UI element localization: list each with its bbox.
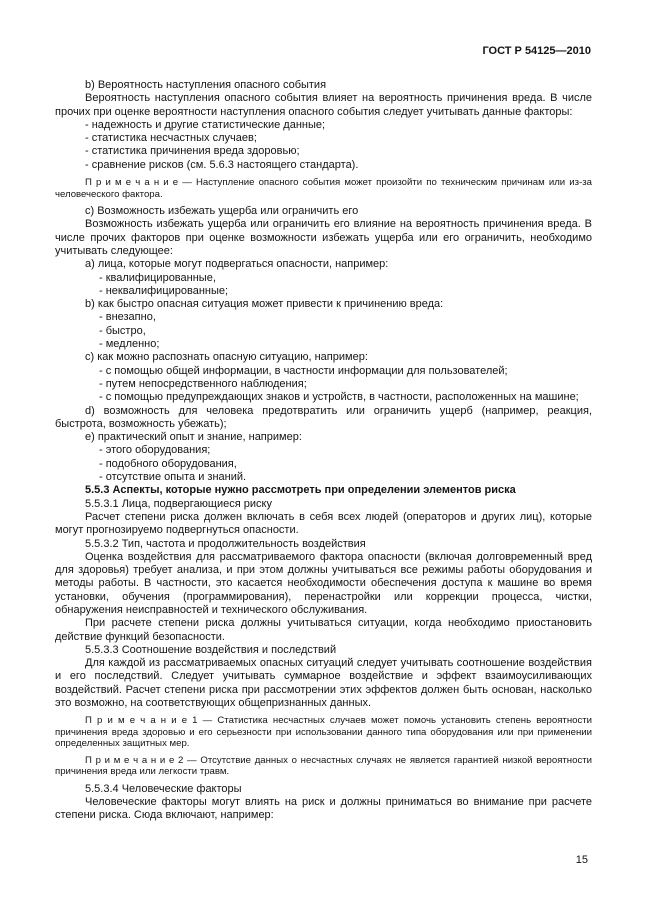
paragraph: 5.5.3.1 Лица, подвергающиеся риску <box>85 497 272 510</box>
list-item: - надежность и другие статистические данные; <box>85 118 326 131</box>
list-item: - статистика причинения вреда здоровью; <box>85 145 300 158</box>
paragraph: Расчет степени риска должен включать в себя всех людей (операторов и других лиц), которые могут прогнозируемо подвергнуться опасности. <box>55 510 592 537</box>
list-item: - квалифицированные, <box>99 271 216 284</box>
paragraph: 5.5.3.2 Тип, частота и продолжительность воздействия <box>85 537 366 550</box>
list-item: - подобного оборудования, <box>99 457 237 470</box>
paragraph: a) лица, которые могут подвергаться опасности, например: <box>85 258 389 271</box>
paragraph: Оценка воздействия для рассматриваемого фактора опасности (включая долговременный вред для здоровья) требует анализа, и при этом должны учитываться все режимы работы оборудования и методы работы. В частности, это касается необходимости обеспечения доступа к машине во время установки, обучения (программирования), перенастройки или коррекции процесса, чистки, обнаружения неисправностей и технического обслуживания. <box>55 550 592 616</box>
paragraph: 5.5.3.4 Человеческие факторы <box>85 782 242 795</box>
paragraph: c) как можно распознать опасную ситуацию, например: <box>85 351 368 364</box>
list-item: - неквалифицированные; <box>99 284 229 297</box>
paragraph: e) практический опыт и знание, например: <box>85 431 302 444</box>
paragraph: Человеческие факторы могут влиять на риск и должны приниматься во внимание при расчете степени риска. Сюда включают, например: <box>55 796 592 822</box>
standard-number: ГОСТ Р 54125—2010 <box>482 45 591 57</box>
list-item: - внезапно, <box>99 311 156 324</box>
note-paragraph: П р и м е ч а н и е 2 — Отсутствие данных о несчастных случаях не является гарантией низкой вероятности причинения вреда или легкости травм. <box>55 754 592 778</box>
list-item: - с помощью общей информации, в частности информации для пользователей; <box>99 364 508 377</box>
list-item: - медленно; <box>99 338 160 351</box>
page-number: 15 <box>575 854 588 866</box>
list-item: - путем непосредственного наблюдения; <box>99 377 307 390</box>
paragraph: b) как быстро опасная ситуация может привести к причинению вреда: <box>85 298 444 311</box>
document-content <box>55 79 592 823</box>
paragraph: Возможность избежать ущерба или ограничить его влияние на вероятность причинения вреда. В числе прочих факторов при оценке возможности избежать ущерба или его ограничить, необходимо учитывать следующее: <box>55 218 592 257</box>
paragraph: Для каждой из рассматриваемых опасных ситуаций следует учитывать соотношение воздействия и его последствий. Следует учитывать суммарное воздействие и эффект взаимоусиливающих воздействий. Расчет степени риска при рассмотрении этих эффектов должен быть основан, насколько это возможно, на соответствующих общепризнанных данных. <box>55 657 592 710</box>
paragraph: b) Вероятность наступления опасного события <box>85 79 327 91</box>
paragraph: Вероятность наступления опасного события влияет на вероятность причинения вреда. В числе прочих при оценке вероятности наступления опасного события следует учитывать данные факторы: <box>55 92 592 118</box>
paragraph: При расчете степени риска должны учитываться ситуации, когда необходимо приостановить действие функций безопасности. <box>55 617 592 643</box>
list-item: - этого оборудования; <box>99 444 211 457</box>
list-item: - с помощью предупреждающих знаков и устройств, в частности, расположенных на машине; <box>99 391 579 404</box>
paragraph: c) Возможность избежать ущерба или ограничить его <box>85 205 359 218</box>
list-item: - отсутствие опыта и знаний. <box>99 471 247 484</box>
list-item: - сравнение рисков (см. 5.6.3 настоящего стандарта). <box>85 158 359 171</box>
note-paragraph: П р и м е ч а н и е 1 — Статистика несчастных случаев может помочь установить степень вероятности причинения вреда здоровью и его серьезности при использовании данного типа оборудования или при применении определенных защитных мер. <box>55 715 592 750</box>
document-header <box>55 45 591 57</box>
note-paragraph: П р и м е ч а н и е — Наступление опасного события может произойти по техническим причинам или из-за человеческого фактора. <box>55 177 592 200</box>
paragraph: d) возможность для человека предотвратить или ограничить ущерб (например, реакция, быстрота, возможность убежать); <box>55 404 592 430</box>
section-heading: 5.5.3 Аспекты, которые нужно рассмотреть при определении элементов риска <box>85 484 516 497</box>
list-item: - быстро, <box>99 324 146 337</box>
paragraph: 5.5.3.3 Соотношение воздействия и последствий <box>85 643 337 656</box>
list-item: - статистика несчастных случаев; <box>85 132 257 145</box>
